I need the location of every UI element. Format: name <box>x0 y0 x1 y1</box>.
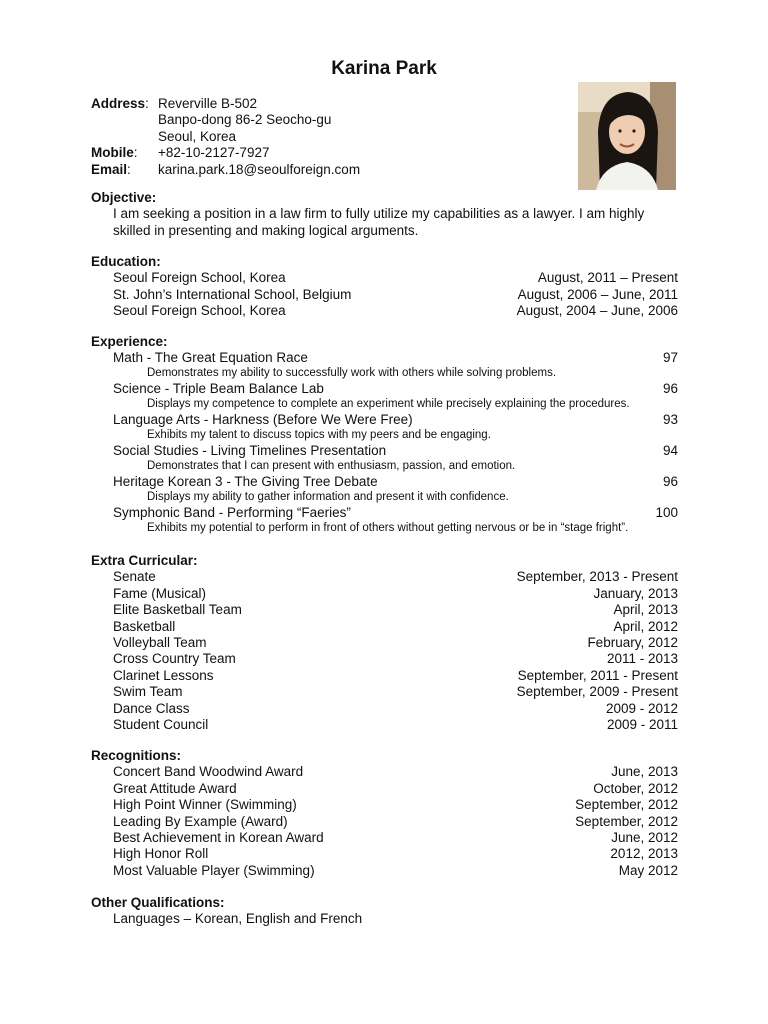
activity-row <box>91 586 678 602</box>
extracurricular-heading: Extra Curricular: <box>91 553 198 568</box>
experience-description: Exhibits my talent to discuss topics with my peers and be engaging. <box>147 429 491 442</box>
education-row <box>91 287 678 303</box>
email-row: Email: karina.park.18@seoulforeign.com <box>91 161 361 177</box>
award-name: Great Attitude Award <box>113 780 237 796</box>
award-name: Concert Band Woodwind Award <box>113 764 304 780</box>
recognitions-heading: Recognitions: <box>91 748 181 763</box>
experience-row <box>91 381 678 397</box>
education-heading: Education: <box>91 254 161 269</box>
experience-title: Science - Triple Beam Balance Lab <box>113 381 324 397</box>
education-row <box>91 270 678 286</box>
activity-dates: 2011 - 2013 <box>606 651 678 667</box>
objective-section <box>91 190 678 240</box>
email-label: Email <box>91 161 128 177</box>
mobile-number: +82-10-2127-7927 <box>158 145 270 161</box>
experience-row <box>91 474 678 490</box>
experience-title: Language Arts - Harkness (Before We Were Free) <box>113 412 413 428</box>
resume-name: Karina Park <box>331 58 437 79</box>
activity-row <box>91 717 678 733</box>
experience-description: Demonstrates my ability to successfully work with others while solving problems. <box>147 367 557 380</box>
email-address: karina.park.18@seoulforeign.com <box>158 161 361 177</box>
objective-text: I am seeking a position in a law firm to fully utilize my capabilities as a lawyer. I am highly skilled in presenting and making logical arguments. <box>113 206 645 238</box>
activity-name: Elite Basketball Team <box>113 602 242 618</box>
award-name: Most Valuable Player (Swimming) <box>113 862 315 878</box>
activity-dates: January, 2013 <box>593 585 678 601</box>
activity-dates: September, 2011 - Present <box>517 667 678 683</box>
award-date: September, 2012 <box>575 813 678 829</box>
address-row: Address: Reverville B-502 <box>91 96 258 111</box>
award-row <box>91 814 678 830</box>
award-row <box>91 863 678 879</box>
activity-row <box>91 569 678 585</box>
award-row <box>91 781 678 797</box>
experience-description: Exhibits my potential to perform in front of others without getting nervous or be in “stage fright”. <box>147 522 629 535</box>
contact-block <box>91 96 360 178</box>
award-date: 2012, 2013 <box>610 846 678 862</box>
experience-description: Displays my competence to complete an experiment while precisely explaining the procedures. <box>147 398 630 411</box>
activity-name: Senate <box>113 569 156 585</box>
activity-dates: September, 2013 - Present <box>516 569 678 585</box>
extracurricular-section <box>91 553 678 733</box>
experience-score: 97 <box>662 350 678 366</box>
activity-row <box>91 602 678 618</box>
award-row <box>91 764 678 780</box>
activity-row <box>91 651 678 667</box>
experience-score: 96 <box>662 474 678 490</box>
award-name: Leading By Example (Award) <box>113 813 288 829</box>
award-row <box>91 797 678 813</box>
education-school: Seoul Foreign School, Korea <box>113 270 286 286</box>
address-line: Seoul, Korea <box>158 128 237 144</box>
award-date: June, 2013 <box>611 764 678 780</box>
experience-score: 94 <box>662 443 678 459</box>
activity-dates: 2009 - 2011 <box>606 716 678 732</box>
education-dates: August, 2004 – June, 2006 <box>516 303 678 319</box>
experience-title: Math - The Great Equation Race <box>113 350 308 366</box>
activity-row <box>91 619 678 635</box>
experience-title: Symphonic Band - Performing “Faeries” <box>113 505 351 521</box>
education-dates: August, 2006 – June, 2011 <box>517 286 678 302</box>
activity-name: Swim Team <box>113 684 183 700</box>
education-row <box>91 303 678 319</box>
activity-name: Volleyball Team <box>113 634 207 650</box>
objective-heading: Objective: <box>91 190 157 205</box>
languages-row <box>91 911 678 927</box>
award-date: September, 2012 <box>575 797 678 813</box>
experience-score: 93 <box>662 412 678 428</box>
award-row <box>91 830 678 846</box>
experience-score: 96 <box>662 381 678 397</box>
activity-dates: 2009 - 2012 <box>605 700 678 716</box>
experience-row <box>91 505 678 521</box>
activity-name: Fame (Musical) <box>113 585 207 601</box>
award-row <box>91 846 678 862</box>
other-qualifications-section <box>91 895 678 928</box>
activity-name: Clarinet Lessons <box>113 667 214 683</box>
activity-name: Student Council <box>113 716 209 732</box>
activity-name: Dance Class <box>113 700 190 716</box>
languages-text: Languages – Korean, English and French <box>113 911 363 927</box>
experience-row <box>91 350 678 366</box>
experience-heading: Experience: <box>91 334 168 349</box>
activity-name: Cross Country Team <box>113 651 236 667</box>
experience-title: Heritage Korean 3 - The Giving Tree Debate <box>113 474 378 490</box>
address-line: Reverville B-502 <box>158 96 258 111</box>
experience-title: Social Studies - Living Timelines Presentation <box>113 443 387 459</box>
activity-row <box>91 701 678 717</box>
recognitions-section <box>91 748 678 879</box>
experience-description: Displays my ability to gather information and present it with confidence. <box>147 491 509 504</box>
mobile-row: Mobile: +82-10-2127-7927 <box>91 145 270 161</box>
experience-section <box>91 334 678 536</box>
award-date: June, 2012 <box>611 829 678 845</box>
education-dates: August, 2011 – Present <box>537 270 678 286</box>
experience-row <box>91 443 678 459</box>
activity-name: Basketball <box>113 618 176 634</box>
award-date: October, 2012 <box>593 780 678 796</box>
activity-row <box>91 635 678 651</box>
portrait-image <box>578 82 676 190</box>
activity-dates: September, 2009 - Present <box>516 684 678 700</box>
award-name: High Point Winner (Swimming) <box>113 797 297 813</box>
education-section <box>91 254 678 320</box>
award-date: May 2012 <box>618 862 678 878</box>
address-row <box>91 129 360 145</box>
education-school: Seoul Foreign School, Korea <box>113 303 286 319</box>
other-qualifications-heading: Other Qualifications: <box>91 895 225 910</box>
experience-description: Demonstrates that I can present with enthusiasm, passion, and emotion. <box>147 460 516 473</box>
activity-dates: April, 2012 <box>613 618 678 634</box>
award-name: Best Achievement in Korean Award <box>113 829 324 845</box>
activity-dates: April, 2013 <box>613 602 678 618</box>
profile-photo <box>578 82 676 190</box>
address-line: Banpo-dong 86-2 Seocho-gu <box>158 112 332 128</box>
activity-row <box>91 668 678 684</box>
award-name: High Honor Roll <box>113 846 209 862</box>
education-school: St. John’s International School, Belgium <box>113 286 352 302</box>
address-row <box>91 112 360 128</box>
activity-dates: February, 2012 <box>587 634 678 650</box>
activity-row <box>91 684 678 700</box>
mobile-label: Mobile <box>91 145 134 161</box>
address-label: Address <box>91 96 146 111</box>
experience-row <box>91 412 678 428</box>
experience-score: 100 <box>655 505 678 521</box>
